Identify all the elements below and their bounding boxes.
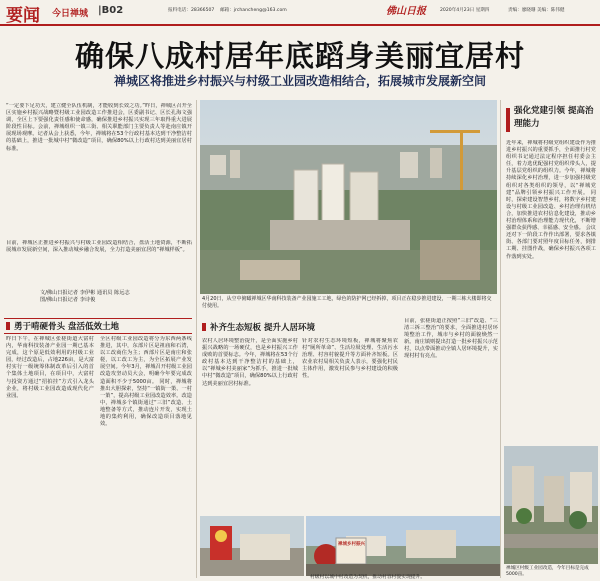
section1-body2-text: 全区村级工业园改造将分为东西两条线推进，其中，东部片区是祖庙和石湾，以工改商住为主；西部片区是南庄和张槎，以工改工为主，为全区拓展产业发展空间。今年3月，禅城召开村级工业园改造攻坚动员大会，明确今年要完成改造面积不少于5000亩。 [100,336,192,385]
bottom-left-photo [200,516,304,576]
sidebar-body-text: 近年来，禅城将村级党组织建设作为推进乡村振兴的重要抓手，全面推行村党组织书记通过法定程序担任村委会主任，着力选优配强村党组织带头人，提升基层党组织的组织力。今年，禅城将持续深化乡村治理，进一步加强村级党组织对各类组织的领导，以“禅城党建”品牌引领乡村振兴工作开展。 [506,140,596,196]
sidebar-heading [506,104,596,136]
section2-body-text: 农村人居环境整治提升，是全面实施乡村振兴战略的一场硬仗，也是乡村振兴工作成败的首要标志。今年，禅城将在53个行政村基本达到干净整洁村的基础上，以“禅城乡村美丽家”为抓手，推进一批城中村“微改造”项目，确保80%以上行政村达到美丽宜居村标准。 [202,338,298,387]
section2-body [202,338,298,516]
section1-title: 勇于啃硬骨头 盘活低效土地 [14,322,119,332]
section1-marker [6,322,10,330]
bottom-photo [306,516,500,576]
village-sign-text: 禅城乡村振兴 [338,542,365,547]
section1-heading [4,318,192,334]
sidebar-body3-text: 会议还对下一阶段工作作出部署，要求各镇街、各部门要对照年度目标任务，倒排工期、挂图作战，确保乡村振兴各项工作落到实处。 [506,225,596,260]
sidebar-title: 强化党建引领 提高治理能力 [514,106,594,129]
hotline: 报料电话：28366507 [168,8,215,13]
section2-title: 补齐生态短板 提升人居环境 [210,323,315,333]
lead-paragraph-2: 目前，禅城区正推进乡村振兴与村级工业园改造相结合，盘活土地资源，不断拓展城市发展新空间，深入推动城乡融合发展，全力打造美丽宜居的“禅城样板”。 [6,240,192,254]
sidebar-body2-text: 同时，探索建设智慧乡村，将数字乡村建设与村级工业园改造、乡村治理有机结合，加快推进农村信息化建设，推动乡村治理体系和治理能力现代化，不断增强群众获得感、幸福感、安全感。 [506,189,596,232]
section1-body [6,336,94,576]
section2-marker [202,323,206,331]
section2-body-col3 [404,318,498,516]
editor-credit: 责编：廖晓珊 美编：陈伟健 [508,8,565,13]
section-label: 要闻 [6,6,40,26]
column-divider-1 [196,100,197,578]
section2-body3-text: 目前，张槎街道正按照“三旧”改造、“三清三拆三整治”的要求，全面推进村居环境整治工作，城市与乡村的面貌焕然一新。南庄镇则提出打造一批乡村振兴示范村，以点带面推动全镇人居环境提升，实现村村有亮点。 [404,318,498,360]
sidebar-body [506,140,596,440]
page-code-text: B02 [101,5,124,16]
section1-body-text: 昨日下午，在禅城区张槎街道大富村内，华南科技装备产业园一期已基本完成，这个原是低效利用的村级工业园，经过改造后，占地226亩，是大富村实行一级统筹体制改革后引入的首个集体土地项目，在项目中，大富村与投资方通过“招拍挂”方式引入龙头企业，将村级工业园改造成现代化产业园。 [6,336,94,399]
section2-body2-text: 针对农村生态环境短板，禅城将聚焦农村“厕所革命”、生活垃圾处理、生活污水治理、村容村貌提升等方面补齐短板。区农业农村局相关负责人表示，要强化村民主体作用，激发村民参与乡村建设的积极性。 [302,338,398,380]
section2-heading [200,320,397,334]
page-code: |B02 [98,5,124,16]
sidebar-marker [506,108,510,132]
section1-body3-text: 同时，禅城将推出大胆探索，坚持“一镇街一策、一村一策”，提高村级工业园改造效率。改造中，禅城多个镇街通过“三旧”改造、土地整备等方式，推动连片开发，实现土地的集约利用，确保改造项目落地见效。 [100,378,192,428]
party-sign-image [200,516,304,576]
email: 邮箱：jrchancheng@163.com [220,8,287,13]
brand-label: 今日禅城 [52,9,89,19]
village-sign-image [306,516,500,576]
street-scene-image [504,446,598,564]
headline: 确保八成村居年底蹈身美丽宜居村 [74,39,525,73]
lead-paragraph: “一定要下足功夫，建立健全队伍机制，才能收到长效之功。”昨日，禅城区召开全区实施乡村振兴战略暨村级工业园改造工作推进会，区委副书记、区长孔海文强调，全区上下要强化责任感和使命感，确保推进乡村振兴实现三年取得重大进展阶段性目标。会前，禅城组织一镇三街、相关职能部门主要负责人等赴南庄镇开展现场观摩。记者从会上获悉，今年，禅城将在53个行政村基本达到干净整洁村的基础上，推进一批城中村“微改造”项目，确保80%以上行政村达到美丽宜居村标准。 [6,103,192,152]
section2-body-col2 [302,338,398,516]
bottom-photo-caption: 村级村以城中村改造为契机，推动村容村貌实现提升。 [310,575,426,580]
main-photo-caption: 4月20日，从空中俯瞰禅城区华南科技装备产业园施工工地，绿色的防护网已经拆掉，项目正在稳步推进建设，一期三栋大楼即将交付使用。 [202,296,492,309]
side-photo [504,446,598,564]
paper-logo: 佛山日报 [386,6,426,17]
column-divider-2 [500,100,501,578]
section1-body-col2 [100,336,192,576]
issue-date: 2020年4月23日 星期四 [440,8,490,13]
aerial-construction-image [200,100,497,294]
masthead [0,0,600,26]
side-photo-caption: 禅城区村级工业园改造，今年目标是完成5000亩。 [506,566,589,577]
main-photo [200,100,497,294]
subheadline: 禅城区将推进乡村振兴与村级工业园改造相结合，拓展城市发展新空间 [113,74,486,88]
byline: 文/佛山日报记者 李伊彬 通讯员 陈远志 图/佛山日报记者 李诗俊 [40,290,130,304]
